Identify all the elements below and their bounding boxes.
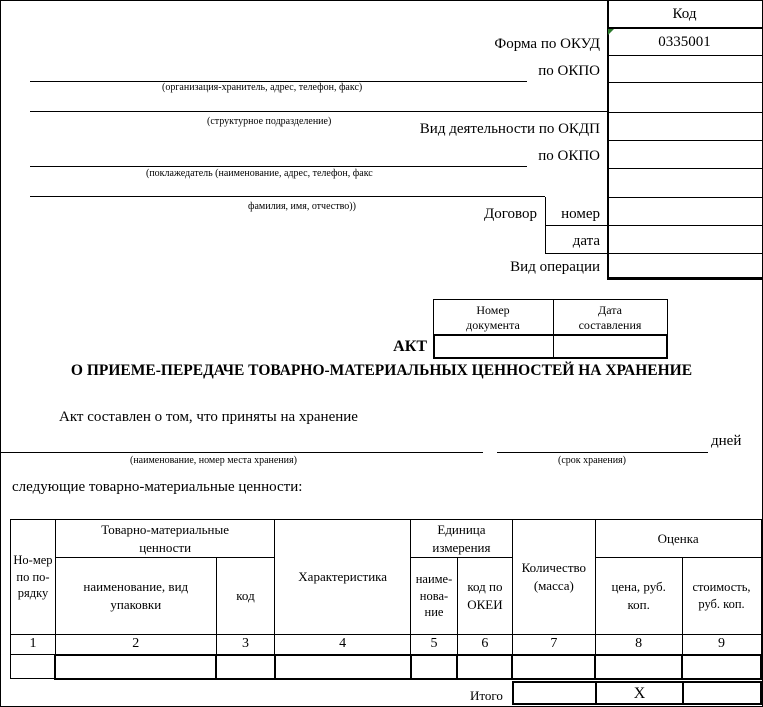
forma-okud-label: Форма по ОКУД	[494, 36, 600, 52]
col-number: 3	[216, 635, 275, 655]
dogovor-data-cell[interactable]	[609, 227, 760, 252]
itogo-x-mark: Х	[633, 685, 646, 702]
table-row	[11, 655, 762, 679]
col-number: 8	[595, 635, 682, 655]
org-caption: (организация-хранитель, адрес, телефон, факс)	[162, 82, 363, 93]
table-cell[interactable]	[595, 655, 682, 679]
vid-operacii-label: Вид операции	[510, 259, 600, 275]
col-ed-naim-header: наиме-нова-ние	[411, 558, 458, 635]
term-line[interactable]	[497, 452, 708, 453]
divider	[607, 278, 762, 280]
col-number: 9	[682, 635, 761, 655]
okpo-cell[interactable]	[609, 57, 760, 81]
poklazh-line[interactable]	[30, 166, 527, 167]
divider	[607, 112, 762, 113]
itogo-stoim-cell[interactable]	[684, 683, 760, 703]
col-naim-header: наименование, вид упаковки	[55, 558, 216, 635]
table-cell[interactable]	[411, 655, 458, 679]
divider	[545, 225, 762, 226]
col-okei-header: код по ОКЕИ	[457, 558, 512, 635]
place-line[interactable]	[0, 452, 483, 453]
okdp-cell[interactable]	[609, 114, 760, 139]
numbers-row	[11, 635, 762, 655]
col-stoim-header: стоимость, руб. коп.	[682, 558, 761, 635]
col-number: 7	[512, 635, 595, 655]
okud-value[interactable]: 0335001	[658, 34, 711, 50]
data-sost-label: Дата составления	[578, 303, 642, 332]
fio-caption: фамилия, имя, отчество))	[248, 201, 356, 212]
kod-header: Код	[672, 6, 697, 22]
divider	[607, 82, 762, 83]
col-number: 4	[275, 635, 411, 655]
data-sost-input[interactable]	[555, 336, 665, 357]
following-text: следующие товарно-материальные ценности:	[12, 479, 303, 495]
divider	[607, 197, 762, 198]
col-number: 5	[411, 635, 458, 655]
place-caption: (наименование, номер места хранения)	[130, 455, 297, 466]
page-title: О ПРИЕМЕ-ПЕРЕДАЧЕ ТОВАРНО-МАТЕРИАЛЬНЫХ ЦЕННОСТЕЙ НА ХРАНЕНИЕ	[70, 362, 693, 379]
col-harakt-header: Характеристика	[275, 520, 411, 635]
okpo2-cell[interactable]	[609, 142, 760, 167]
vid-deyat-label: Вид деятельности по ОКДП	[419, 121, 600, 137]
divider	[545, 253, 762, 254]
col-number: 2	[55, 635, 216, 655]
table-cell[interactable]	[55, 655, 216, 679]
dney-label: дней	[711, 433, 742, 449]
divider	[545, 197, 546, 253]
grp-ocenka-header: Оценка	[595, 520, 761, 558]
nomer-label: номер	[561, 206, 600, 222]
table-cell[interactable]	[682, 655, 761, 679]
poklazh-caption: (поклажедатель (наименование, адрес, телефон, факс	[146, 168, 373, 179]
table-cell[interactable]	[216, 655, 275, 679]
itogo-kolvo-cell[interactable]	[514, 683, 594, 703]
col-nomer-header: Но-мер по по-рядку	[11, 520, 56, 635]
dogovor-nomer-cell[interactable]	[609, 199, 760, 224]
dogovor-label: Договор	[484, 206, 537, 222]
fio-code-cell[interactable]	[609, 170, 760, 196]
divider	[607, 55, 762, 56]
col-cena-header: цена, руб. коп.	[595, 558, 682, 635]
col-kod-header: код	[216, 558, 275, 635]
struct-caption: (структурное подразделение)	[207, 116, 332, 127]
struct-line[interactable]	[30, 111, 607, 112]
items-table	[10, 519, 762, 680]
struct-code-cell[interactable]	[609, 84, 760, 111]
akt-label: АКТ	[393, 338, 427, 355]
itogo-label: Итого	[470, 688, 503, 703]
col-number: 6	[457, 635, 512, 655]
nomer-doc-label: Номер документа	[466, 303, 520, 332]
divider	[607, 168, 762, 169]
intro-text: Акт составлен о том, что приняты на хранение	[59, 409, 358, 425]
vid-operacii-cell[interactable]	[609, 255, 760, 277]
po-okpo-label: по ОКПО	[538, 63, 600, 79]
term-caption: (срок хранения)	[558, 455, 626, 466]
table-cell[interactable]	[275, 655, 411, 679]
grp-edinica-header: Единица измерения	[411, 520, 513, 558]
table-cell[interactable]	[512, 655, 595, 679]
table-cell[interactable]	[11, 655, 56, 679]
po-okpo2-label: по ОКПО	[538, 148, 600, 164]
grp-tmc-header: Товарно-материальные ценности	[55, 520, 274, 558]
data-label: дата	[572, 233, 600, 249]
fio-line[interactable]	[30, 196, 545, 197]
col-number: 1	[11, 635, 56, 655]
col-kolvo-header: Количество (масса)	[512, 520, 595, 635]
divider	[607, 27, 762, 29]
nomer-doc-input[interactable]	[435, 336, 552, 357]
divider	[607, 140, 762, 141]
table-cell[interactable]	[457, 655, 512, 679]
